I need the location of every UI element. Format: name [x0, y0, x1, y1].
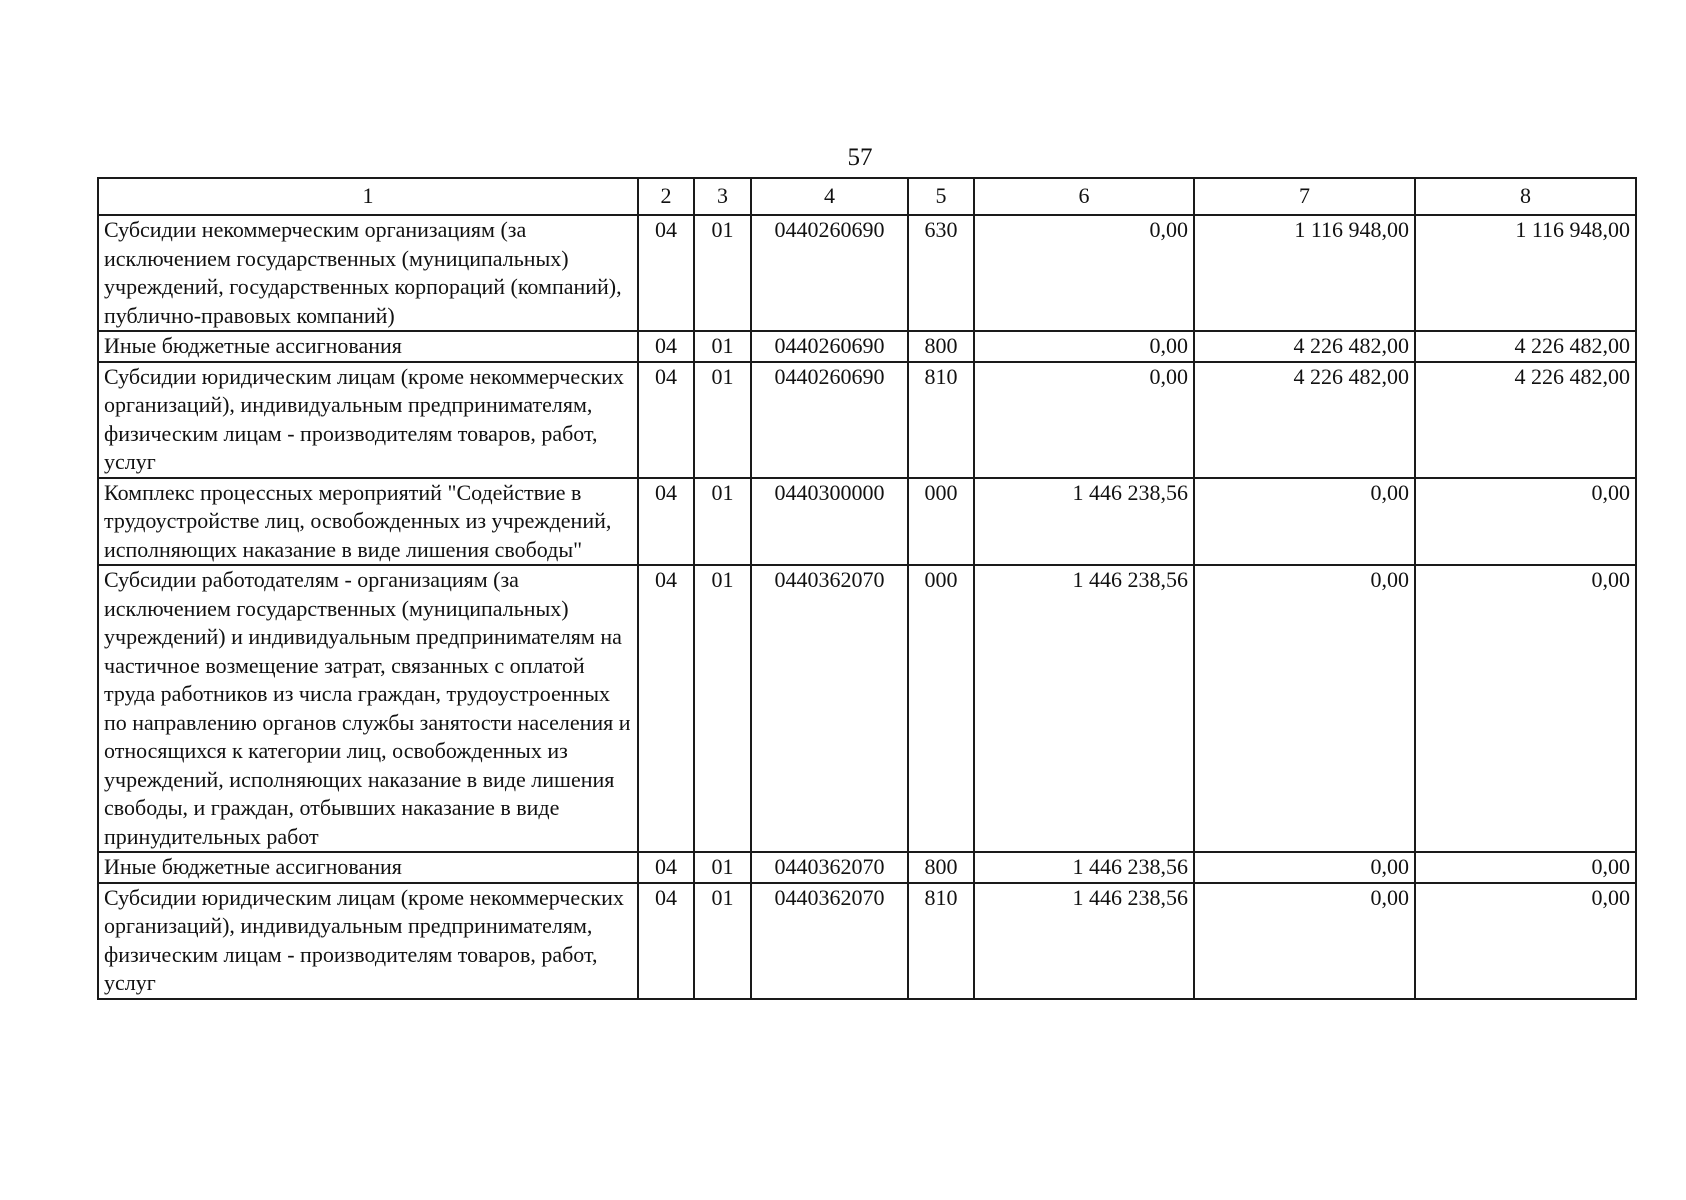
row-subsection: 01 [694, 215, 751, 331]
row-section: 04 [638, 362, 694, 478]
row-amount-7: 0,00 [1194, 478, 1415, 566]
row-amount-8: 0,00 [1415, 883, 1636, 999]
column-header-8: 8 [1415, 178, 1636, 215]
row-expense-type: 800 [908, 852, 974, 883]
row-amount-8: 4 226 482,00 [1415, 331, 1636, 362]
row-name: Иные бюджетные ассигнования [98, 852, 638, 883]
row-amount-7: 0,00 [1194, 852, 1415, 883]
column-header-6: 6 [974, 178, 1194, 215]
page-number: 57 [847, 144, 873, 171]
row-subsection: 01 [694, 565, 751, 852]
row-section: 04 [638, 883, 694, 999]
row-amount-6: 0,00 [974, 362, 1194, 478]
column-header-1: 1 [98, 178, 638, 215]
row-expense-type: 630 [908, 215, 974, 331]
row-amount-6: 1 446 238,56 [974, 883, 1194, 999]
table-row [98, 852, 1636, 883]
row-target-article: 0440260690 [751, 362, 908, 478]
table-row [98, 883, 1636, 999]
row-section: 04 [638, 331, 694, 362]
row-name: Субсидии некоммерческим организациям (за исключением государственных (муниципальных) учреждений, государственных корпораций (компаний), публично-правовых компаний) [98, 215, 638, 331]
row-amount-8: 0,00 [1415, 478, 1636, 566]
row-name: Субсидии юридическим лицам (кроме некоммерческих организаций), индивидуальным предпринимателям, физическим лицам - производителям товаров, работ, услуг [98, 883, 638, 999]
row-target-article: 0440362070 [751, 852, 908, 883]
row-name: Иные бюджетные ассигнования [98, 331, 638, 362]
row-target-article: 0440300000 [751, 478, 908, 566]
row-target-article: 0440260690 [751, 331, 908, 362]
row-amount-6: 1 446 238,56 [974, 852, 1194, 883]
row-expense-type: 000 [908, 478, 974, 566]
row-expense-type: 810 [908, 883, 974, 999]
row-section: 04 [638, 478, 694, 566]
row-amount-6: 0,00 [974, 215, 1194, 331]
budget-table [97, 177, 1637, 1000]
row-amount-8: 0,00 [1415, 852, 1636, 883]
row-amount-6: 1 446 238,56 [974, 565, 1194, 852]
column-header-4: 4 [751, 178, 908, 215]
row-subsection: 01 [694, 883, 751, 999]
row-expense-type: 000 [908, 565, 974, 852]
row-section: 04 [638, 215, 694, 331]
row-section: 04 [638, 565, 694, 852]
table-row [98, 478, 1636, 566]
row-section: 04 [638, 852, 694, 883]
row-name: Субсидии работодателям - организациям (за исключением государственных (муниципальных) учреждений) и индивидуальным предпринимателям на частичное возмещение затрат, связанных с оплатой труда работников из числа граждан, трудоустроенных по направлению органов службы занятости населения и относящихся к категории лиц, освобожденных из учреждений, исполняющих наказание в виде лишения свободы, и граждан, отбывших наказание в виде принудительных работ [98, 565, 638, 852]
row-target-article: 0440362070 [751, 565, 908, 852]
row-amount-6: 1 446 238,56 [974, 478, 1194, 566]
row-name: Комплекс процессных мероприятий "Содействие в трудоустройстве лиц, освобожденных из учреждений, исполняющих наказание в виде лишения свободы" [98, 478, 638, 566]
row-amount-8: 1 116 948,00 [1415, 215, 1636, 331]
table-header-row [98, 178, 1636, 215]
row-subsection: 01 [694, 362, 751, 478]
column-header-5: 5 [908, 178, 974, 215]
row-amount-8: 4 226 482,00 [1415, 362, 1636, 478]
row-name: Субсидии юридическим лицам (кроме некоммерческих организаций), индивидуальным предпринимателям, физическим лицам - производителям товаров, работ, услуг [98, 362, 638, 478]
row-amount-6: 0,00 [974, 331, 1194, 362]
table-row [98, 565, 1636, 852]
column-header-3: 3 [694, 178, 751, 215]
row-amount-7: 1 116 948,00 [1194, 215, 1415, 331]
row-target-article: 0440362070 [751, 883, 908, 999]
column-header-7: 7 [1194, 178, 1415, 215]
row-subsection: 01 [694, 852, 751, 883]
row-expense-type: 800 [908, 331, 974, 362]
table-row [98, 362, 1636, 478]
column-header-2: 2 [638, 178, 694, 215]
row-amount-7: 4 226 482,00 [1194, 362, 1415, 478]
row-amount-8: 0,00 [1415, 565, 1636, 852]
table-row [98, 215, 1636, 331]
row-target-article: 0440260690 [751, 215, 908, 331]
table-row [98, 331, 1636, 362]
row-amount-7: 0,00 [1194, 565, 1415, 852]
row-subsection: 01 [694, 478, 751, 566]
row-amount-7: 0,00 [1194, 883, 1415, 999]
row-amount-7: 4 226 482,00 [1194, 331, 1415, 362]
row-subsection: 01 [694, 331, 751, 362]
row-expense-type: 810 [908, 362, 974, 478]
